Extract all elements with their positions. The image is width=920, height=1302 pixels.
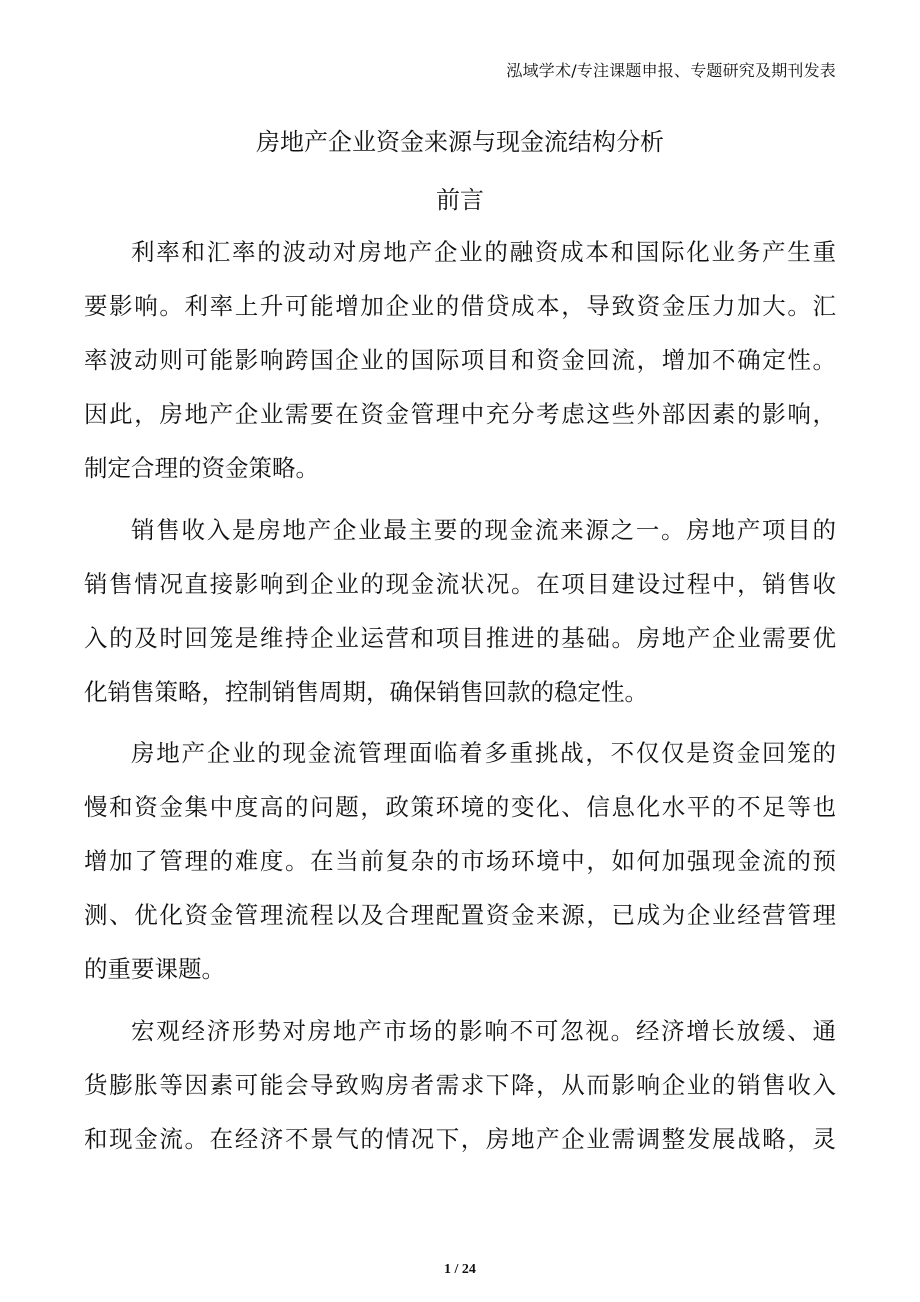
paragraph-line: 销售情况直接影响到企业的现金流状况。在项目建设过程中，销售收 (84, 570, 836, 598)
paragraph-4 (84, 1004, 836, 1166)
paragraph-line: 入的及时回笼是维持企业运营和项目推进的基础。房地产企业需要优 (84, 624, 836, 652)
paragraph-1 (84, 225, 836, 495)
paragraph-line: 房地产企业的现金流管理面临着多重挑战，不仅仅是资金回笼的 (131, 739, 836, 767)
document-title: 房地产企业资金来源与现金流结构分析 (256, 128, 664, 156)
paragraph-2 (84, 503, 836, 719)
section-heading: 前言 (436, 186, 484, 214)
paragraph-line: 率波动则可能影响跨国企业的国际项目和资金回流，增加不确定性。 (84, 346, 836, 374)
paragraph-line: 因此，房地产企业需要在资金管理中充分考虑这些外部因素的影响， (84, 400, 836, 428)
paragraph-line: 和现金流。在经济不景气的情况下，房地产企业需调整发展战略，灵 (84, 1125, 836, 1153)
paragraph-3 (84, 726, 836, 996)
page-indicator: 1 / 24 (444, 1262, 476, 1277)
paragraph-line: 慢和资金集中度高的问题，政策环境的变化、信息化水平的不足等也 (84, 793, 836, 821)
paragraph-line: 利率和汇率的波动对房地产企业的融资成本和国际化业务产生重 (131, 238, 836, 266)
paragraph-line: 要影响。利率上升可能增加企业的借贷成本，导致资金压力加大。汇 (84, 292, 836, 320)
paragraph-line: 销售收入是房地产企业最主要的现金流来源之一。房地产项目的 (131, 516, 836, 544)
paragraph-line: 测、优化资金管理流程以及合理配置资金来源，已成为企业经营管理 (84, 901, 836, 929)
paragraph-line: 货膨胀等因素可能会导致购房者需求下降，从而影响企业的销售收入 (84, 1071, 836, 1099)
paragraph-line: 制定合理的资金策略。 (84, 454, 319, 482)
paragraph-line: 增加了管理的难度。在当前复杂的市场环境中，如何加强现金流的预 (84, 847, 836, 875)
page-header: 泓域学术/专注课题申报、专题研究及期刊发表 (506, 61, 836, 80)
paragraph-line: 宏观经济形势对房地产市场的影响不可忽视。经济增长放缓、通 (131, 1017, 836, 1045)
paragraph-line: 的重要课题。 (84, 955, 225, 983)
paragraph-line: 化销售策略，控制销售周期，确保销售回款的稳定性。 (84, 678, 648, 706)
